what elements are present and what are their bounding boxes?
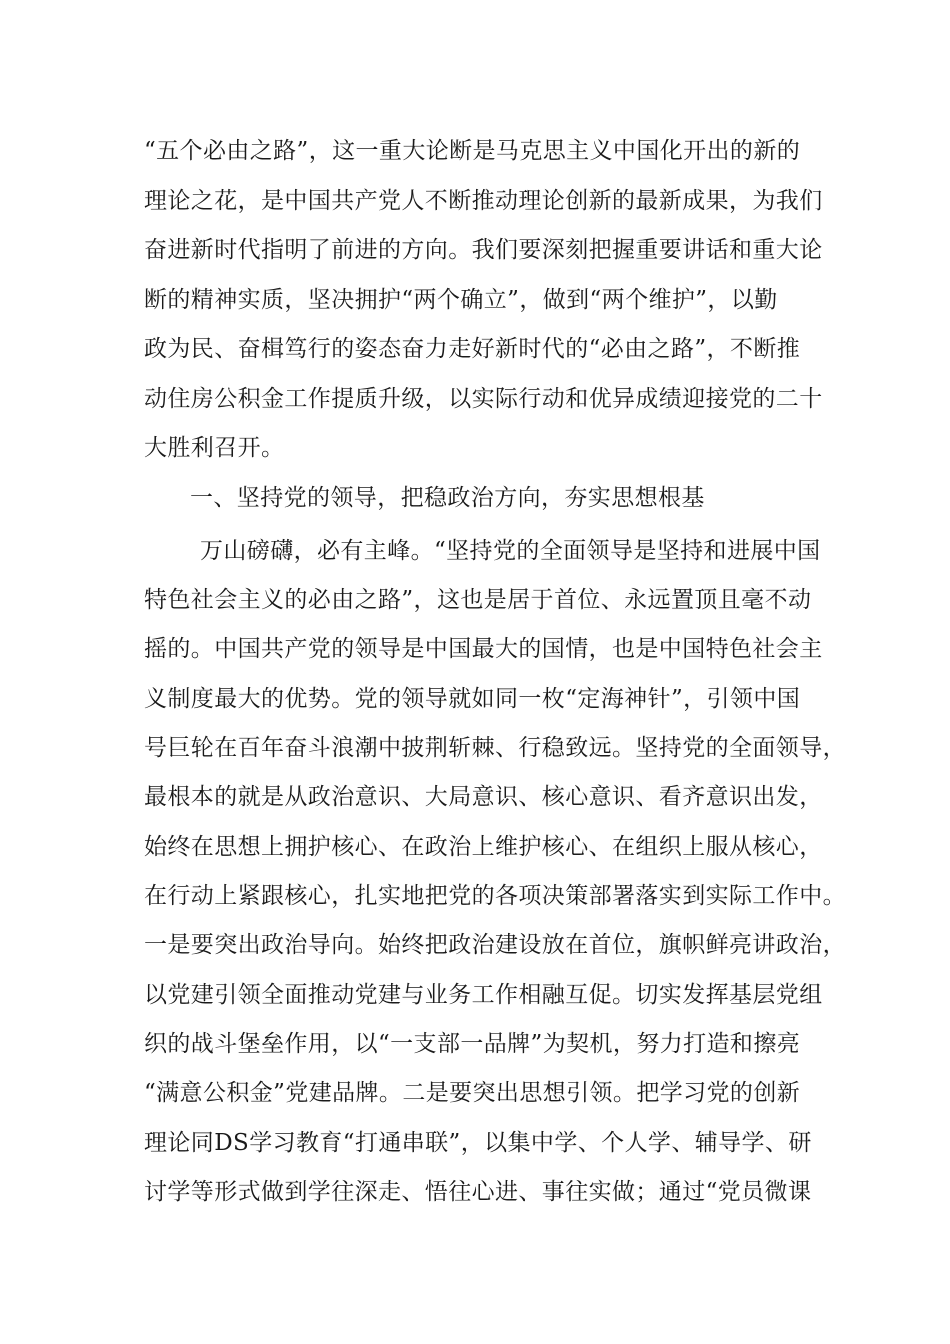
text-line: 大胜利召开。 <box>144 435 285 461</box>
text-line: “五个必由之路”，这一重大论断是马克思主义中国化开出的新的 <box>144 138 801 164</box>
text-line: 义制度最大的优势。党的领导就如同一枚“定海神针”，引领中国 <box>144 686 801 712</box>
text-line: 一是要突出政治导向。始终把政治建设放在首位，旗帜鲜亮讲政治， <box>144 932 846 958</box>
text-line: 摇的。中国共产党的领导是中国最大的国情，也是中国特色社会主 <box>144 636 823 662</box>
text-line: 理论之花，是中国共产党人不断推动理论创新的最新成果，为我们 <box>144 188 823 214</box>
text-line: 理论同DS学习教育“打通串联”，以集中学、个人学、辅导学、研 <box>144 1130 812 1156</box>
section-heading: 一、坚持党的领导，把稳政治方向，夯实思想根基 <box>190 485 705 511</box>
text-line: 政为民、奋楫笃行的姿态奋力走好新时代的“必由之路”，不断推 <box>144 336 801 362</box>
text-line: 特色社会主义的必由之路”，这也是居于首位、永远置顶且毫不动 <box>144 587 812 613</box>
text-line: 讨学等形式做到学往深走、悟往心进、事往实做；通过“党员微课 <box>144 1179 812 1205</box>
text-line: 始终在思想上拥护核心、在政治上维护核心、在组织上服从核心， <box>144 834 823 860</box>
text-line: 最根本的就是从政治意识、大局意识、核心意识、看齐意识出发， <box>144 784 823 810</box>
text-line: 万山磅礴，必有主峰。“坚持党的全面领导是坚持和进展中国 <box>200 538 821 564</box>
text-line: “满意公积金”党建品牌。二是要突出思想引领。把学习党的创新 <box>144 1080 801 1106</box>
text-line: 号巨轮在百年奋斗浪潮中披荆斩棘、行稳致远。坚持党的全面领导， <box>144 735 846 761</box>
text-line: 在行动上紧跟核心，扎实地把党的各项决策部署落实到实际工作中。 <box>144 883 846 909</box>
text-line: 动住房公积金工作提质升级，以实际行动和优异成绩迎接党的二十 <box>144 386 823 412</box>
text-line: 织的战斗堡垒作用，以“一支部一品牌”为契机，努力打造和擦亮 <box>144 1031 801 1057</box>
text-line: 以党建引领全面推动党建与业务工作相融互促。切实发挥基层党组 <box>144 982 823 1008</box>
text-line: 奋进新时代指明了前进的方向。我们要深刻把握重要讲话和重大论 <box>144 237 823 263</box>
text-line: 断的精神实质，坚决拥护“两个确立”，做到“两个维护”，以勤 <box>144 287 778 313</box>
